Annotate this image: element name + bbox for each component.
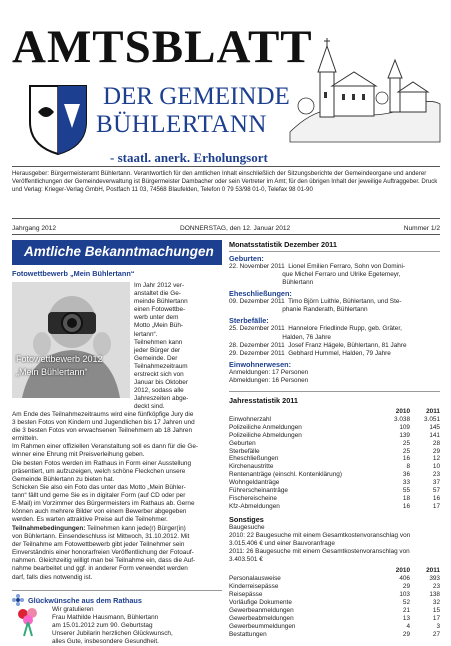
death-entry: 28. Dezember 2011 Josef Franz Hägele, Bühlertann, 81 Jahre <box>229 341 407 349</box>
side-text-line: Jahreszeiten abge- <box>134 395 189 403</box>
misc-row-2010: 29 <box>402 630 410 638</box>
conditions-text <box>12 525 195 581</box>
misc-row-2011: 138 <box>429 591 440 598</box>
misc-row-2011: 393 <box>429 575 440 583</box>
side-text-line: Motto „Mein Büh- <box>134 322 184 330</box>
side-text-line: erstreckt sich von <box>134 371 184 379</box>
annual-row-2011: 23 <box>432 471 440 479</box>
misc-row-label: Bestattungen <box>229 630 267 638</box>
annual-row-2011: 17 <box>432 502 440 510</box>
misc-row <box>229 607 440 615</box>
greetings-line: Wir gratulieren <box>52 606 94 613</box>
misc-row-2011: 27 <box>432 630 440 638</box>
misc-row <box>229 615 440 623</box>
annual-row <box>229 463 440 471</box>
annual-row-label: Fischereischeine <box>229 495 277 502</box>
photo-caption-motto: „Mein Bühlertann“ <box>16 367 88 377</box>
misc-row <box>229 599 440 607</box>
misc-label: Sonstiges <box>229 514 264 524</box>
side-text-line: Gemeinde. Der <box>134 354 178 362</box>
annual-row-label: Kirchenaustritte <box>229 463 274 471</box>
marriage-entry: 09. Dezember 2011 Timo Björn Luithle, Bühlertann, und Ste- <box>229 298 402 306</box>
death-entry: 29. Dezember 2011 Gebhard Hummel, Halden, 79 Jahre <box>229 349 391 357</box>
annual-row <box>229 416 440 424</box>
greetings-line: am 15.01.2012 zum 90. Geburtstag <box>52 622 153 630</box>
annual-row <box>229 503 440 511</box>
annual-row-2011: 12 <box>432 455 440 463</box>
misc-row <box>229 575 440 583</box>
side-text-line: Teilnehmen kann <box>134 338 183 346</box>
greetings-line: Frau Mathilde Hausmann, Bühlertann <box>52 614 159 622</box>
birth-entry: Bühlertann <box>229 279 314 287</box>
body-text-line: ermitteln. <box>12 435 39 443</box>
annual-row-2010: 33 <box>402 479 410 487</box>
resident-entry: Anmeldungen: 17 Personen <box>229 368 309 376</box>
divider <box>12 218 440 219</box>
body-text-line: Die besten Fotos werden im Rathaus in Form einer Ausstellung <box>12 459 192 467</box>
conditions-line: nahmen. Gleichzeitig willigt man bei Teilnahme ein, dass die Auf- <box>12 557 196 565</box>
annual-row-2011: 16 <box>432 495 440 502</box>
body-text-line: 3 besten Fotos von Kindern und Jugendlichen bis 17 Jahren und <box>12 419 195 427</box>
body-text-line: präsentiert, um aufzuzeigen, welch schöne Fleckchen unsere <box>12 467 186 475</box>
annual-row <box>229 432 440 440</box>
annual-row-2010: 36 <box>402 471 410 479</box>
annual-row <box>229 495 440 503</box>
masthead <box>0 0 451 188</box>
misc-row-2011: 32 <box>432 598 440 606</box>
issue-year: Jahrgang 2012 <box>12 225 56 232</box>
monthly-heading: Monatsstatistik Dezember 2011 <box>229 240 337 249</box>
body-text-line: die 3 besten Fotos von erwachsenen Teilnehmern ab 18 Jahren <box>12 427 193 435</box>
annual-row <box>229 487 440 495</box>
annual-row-label: Führerscheinanträge <box>229 487 288 495</box>
annual-row-2010: 18 <box>402 495 410 502</box>
misc-text <box>229 532 440 564</box>
masthead-subtitle: - staatl. anerk. Erholungsort <box>110 150 268 165</box>
publisher-info: Herausgeber: Bürgermeisteramt Bühlertann. Verantwortlich für den amtlichen Inhalt einschließlich der Sitzungsberichte der Gemeindeorgane und anderer Veröffentlichungen der Gemeindeverwaltung ist Bürgermeister Dambacher oder sein Vertreter im Amt; für den übrigen Inhalt der jeweilige Auftraggeber. Druck und Verlag: Krieger-Verlag GmbH, Postfach 11 03, 74568 Blaufelden, Telefon 0 79 53/98 01-0, Telefax 98 01-90 <box>12 170 438 194</box>
birth-entry: que Michel Ferraro und Ulrike Egetemeyr, <box>229 271 401 279</box>
annual-row-2010: 139 <box>399 431 410 439</box>
annual-row <box>229 440 440 448</box>
annual-row-2010: 16 <box>402 502 410 510</box>
misc-row-label: Gewerbeummeldungen <box>229 622 296 630</box>
annual-row-label: Polizeiliche Anmeldungen <box>229 423 302 431</box>
divider <box>229 391 440 392</box>
annual-row-label: Wohngeldanträge <box>229 479 280 487</box>
misc-text-line: 3.403.501 € <box>229 556 263 564</box>
misc-row-2011: 3 <box>436 622 440 630</box>
misc-row <box>229 583 440 591</box>
side-text-line: Teilnahmezeitraum <box>134 362 188 370</box>
births-list <box>229 263 440 287</box>
misc-row-2011: 17 <box>432 614 440 622</box>
conditions-line: Teilnehmen kann jede(r) Bürger(in) <box>85 525 186 532</box>
annual-table <box>229 416 440 511</box>
monthly-statistics <box>229 240 440 638</box>
body-text-line: Im Rahmen einer offiziellen Veranstaltung soll es dann für die Ge- <box>12 443 199 451</box>
deaths-label: Sterbefälle: <box>229 316 269 326</box>
annual-row-2010: 109 <box>399 423 410 431</box>
annual-row <box>229 448 440 456</box>
annual-row-label: Einwohnerzahl <box>229 415 271 423</box>
residents-list <box>229 369 440 385</box>
annual-row-2011: 3.051 <box>424 415 440 423</box>
town-line-1: DER GEMEINDE <box>103 83 290 110</box>
resident-entry: Abmeldungen: 16 Personen <box>229 376 309 384</box>
misc-col-2010: 2010 <box>395 567 410 575</box>
greetings-block <box>12 594 222 606</box>
annual-row <box>229 471 440 479</box>
misc-row-2010: 103 <box>399 591 410 598</box>
side-text-line: jeder Bürger der <box>134 346 181 354</box>
side-text-line: einen Fotowettbe- <box>134 306 186 314</box>
annual-row-2010: 16 <box>402 455 410 463</box>
annual-heading: Jahresstatistik 2011 <box>229 396 298 406</box>
annual-row-2011: 57 <box>432 487 440 495</box>
conditions-line: von Bühlertann. Einsendeschluss ist Mittwoch, 31.10.2012. Mit <box>12 533 190 541</box>
misc-row <box>229 631 440 639</box>
birth-entry: 22. November 2011 Lionel Emilien Ferraro, Sohn von Domini- <box>229 263 406 270</box>
flower-icon <box>12 594 24 606</box>
misc-table <box>229 575 440 638</box>
annual-row-label: Sterbefälle <box>229 447 260 455</box>
issue-number: Nummer 1/2 <box>403 225 440 232</box>
misc-row <box>229 623 440 631</box>
conditions-line: darf, falls dies notwendig ist. <box>12 573 93 581</box>
body-text-line: tann“ fällt und gerne Sie es in digitaler Form (auf CD oder per <box>12 491 186 499</box>
misc-row-2010: 406 <box>399 575 410 583</box>
body-text-line: Gemeinde Bühlertann zu bieten hat. <box>12 475 115 483</box>
annual-row-label: Rentenanträge (einschl. Kontenklärung) <box>229 471 342 479</box>
misc-row-label: Kinderreisepässe <box>229 583 279 591</box>
photo-contest-image <box>12 282 130 398</box>
annual-row <box>229 455 440 463</box>
town-line-2: BÜHLERTANN <box>96 111 267 138</box>
annual-row-label: Geburten <box>229 439 256 447</box>
marriage-entry: phanie Randerath, Bühlertann <box>229 306 368 314</box>
greetings-line: alles Gute, insbesondere Gesundheit. <box>52 638 159 646</box>
side-text-line: 2012, sodass alle <box>134 387 184 395</box>
misc-row-label: Reisepässe <box>229 591 263 598</box>
misc-header-row <box>229 567 440 575</box>
coat-of-arms-icon <box>26 82 90 156</box>
greetings-heading: Glückwünsche aus dem Rathaus <box>28 595 142 605</box>
conditions-paragraph <box>12 525 222 582</box>
misc-row-2010: 13 <box>402 614 410 622</box>
misc-row-label: Vorläufige Dokumente <box>229 598 292 606</box>
misc-row-2011: 23 <box>432 583 440 591</box>
photo-contest-heading: Fotowettbewerb „Mein Bühlertann“ <box>12 269 135 278</box>
conditions-line: nahme bearbeitet und ggf. in anderer Form verwendet werden <box>12 565 188 573</box>
annual-row-label: Eheschließungen <box>229 455 279 463</box>
misc-row-2010: 29 <box>402 583 410 591</box>
deaths-list <box>229 325 440 357</box>
conditions-line: Einverständnis einer honorarfreien Veröffentlichung der Fotoauf- <box>12 549 194 557</box>
body-text-line: winner eine Ehrung mit Preisverleihung geben. <box>12 451 145 459</box>
side-text-line: Im Jahr 2012 ver- <box>134 282 185 289</box>
annual-row-2010: 8 <box>406 463 410 471</box>
divider <box>12 590 222 591</box>
annual-row-2010: 25 <box>402 447 410 455</box>
side-text-line: meinde Bühlertann <box>134 298 188 306</box>
misc-row-label: Personalausweise <box>229 575 281 583</box>
annual-row-label: Polizeiliche Abmeldungen <box>229 431 302 439</box>
body-text-line: Schicken Sie also ein Foto das unter das Motto „Mein Bühler- <box>12 483 186 491</box>
conditions-line: der Teilnahme am Fotowettbewerb gibt jeder Teilnehmer sein <box>12 541 185 549</box>
divider <box>229 251 440 252</box>
greetings-line: Unserer Jubilarin herzlichen Glückwunsch, <box>52 630 173 638</box>
annual-row <box>229 479 440 487</box>
photo-caption-title: Fotowettbewerb 2012 <box>16 354 103 364</box>
side-text-line: Januar bis Oktober <box>134 379 188 387</box>
body-text-line: werden. Es warten attraktive Preise auf die Teilnehmer. <box>12 516 168 524</box>
annual-row-2010: 3.038 <box>394 415 410 423</box>
misc-row-label: Gewerbeabmeldungen <box>229 614 294 622</box>
annual-row-2011: 29 <box>432 447 440 455</box>
section-banner: Amtliche Bekanntmachungen <box>12 240 222 265</box>
side-text-line: lertann“. <box>134 330 158 338</box>
conditions-label: Teilnahmebedingungen: <box>12 525 86 532</box>
annual-row-2011: 141 <box>429 431 440 439</box>
photographer-illustration <box>12 282 130 398</box>
misc-text-line: 2011: 26 Baugesuche mit einem Gesamtkostenvoranschlag von <box>229 548 410 556</box>
annual-col-2010: 2010 <box>395 408 410 416</box>
misc-row-2010: 21 <box>402 606 410 614</box>
bouquet-icon <box>14 606 42 636</box>
divider <box>12 234 440 235</box>
annual-row-2010: 25 <box>402 439 410 447</box>
misc-row-label: Gewerbeanmeldungen <box>229 606 294 614</box>
photo-contest-body <box>12 411 222 524</box>
annual-row-2011: 37 <box>432 479 440 487</box>
annual-header-row <box>229 408 440 416</box>
misc-row-2011: 15 <box>432 606 440 614</box>
greetings-text <box>52 606 222 646</box>
misc-text-line: 3.015.406 € und einer Bauvoranfrage <box>229 540 335 547</box>
misc-sub: Baugesuche <box>229 523 265 531</box>
side-text-line: werb unter dem <box>134 314 179 322</box>
misc-col-2011: 2011 <box>426 567 440 575</box>
marriages-label: Eheschließungen: <box>229 289 292 299</box>
annual-col-2011: 2011 <box>426 408 440 416</box>
side-text-line: deckt sind. <box>134 403 165 411</box>
church-illustration <box>290 32 440 142</box>
issue-date: DONNERSTAG, den 12. Januar 2012 <box>180 225 291 232</box>
births-label: Geburten: <box>229 254 264 263</box>
divider <box>12 166 440 167</box>
death-entry: 25. Dezember 2011 Hannelore Friedlinde Rupp, geb. Gräter, <box>229 325 402 333</box>
side-text-line: anstaltet die Ge- <box>134 290 181 298</box>
annual-row-2011: 145 <box>429 423 440 431</box>
death-entry: Halden, 76 Jahre <box>229 333 331 341</box>
misc-row-2010: 4 <box>406 622 410 630</box>
residents-label: Einwohnerwesen: <box>229 359 292 369</box>
body-text-line: Am Ende des Teilnahmezeitraums wird eine fünfköpfige Jury die <box>12 411 194 418</box>
annual-row-label: Kfz-Abmeldungen <box>229 502 280 510</box>
body-text-line: E-Mail) im Vorzimmer des Bürgermeisters im Rathaus ab. Gerne <box>12 500 195 508</box>
marriages-list <box>229 298 440 314</box>
newspaper-title: AMTSBLATT <box>12 21 313 73</box>
misc-row <box>229 591 440 599</box>
misc-row-2010: 52 <box>402 598 410 606</box>
photo-side-text <box>134 282 222 412</box>
annual-row-2011: 10 <box>432 463 440 471</box>
misc-text-line: 2010: 22 Baugesuche mit einem Gesamtkostenvoranschlag von <box>229 531 411 539</box>
annual-row-2010: 55 <box>402 487 410 495</box>
body-text-line: können auch mehrere Bilder von einem Bewerber abgegeben <box>12 508 187 516</box>
annual-row-2011: 28 <box>432 439 440 447</box>
annual-row <box>229 424 440 432</box>
